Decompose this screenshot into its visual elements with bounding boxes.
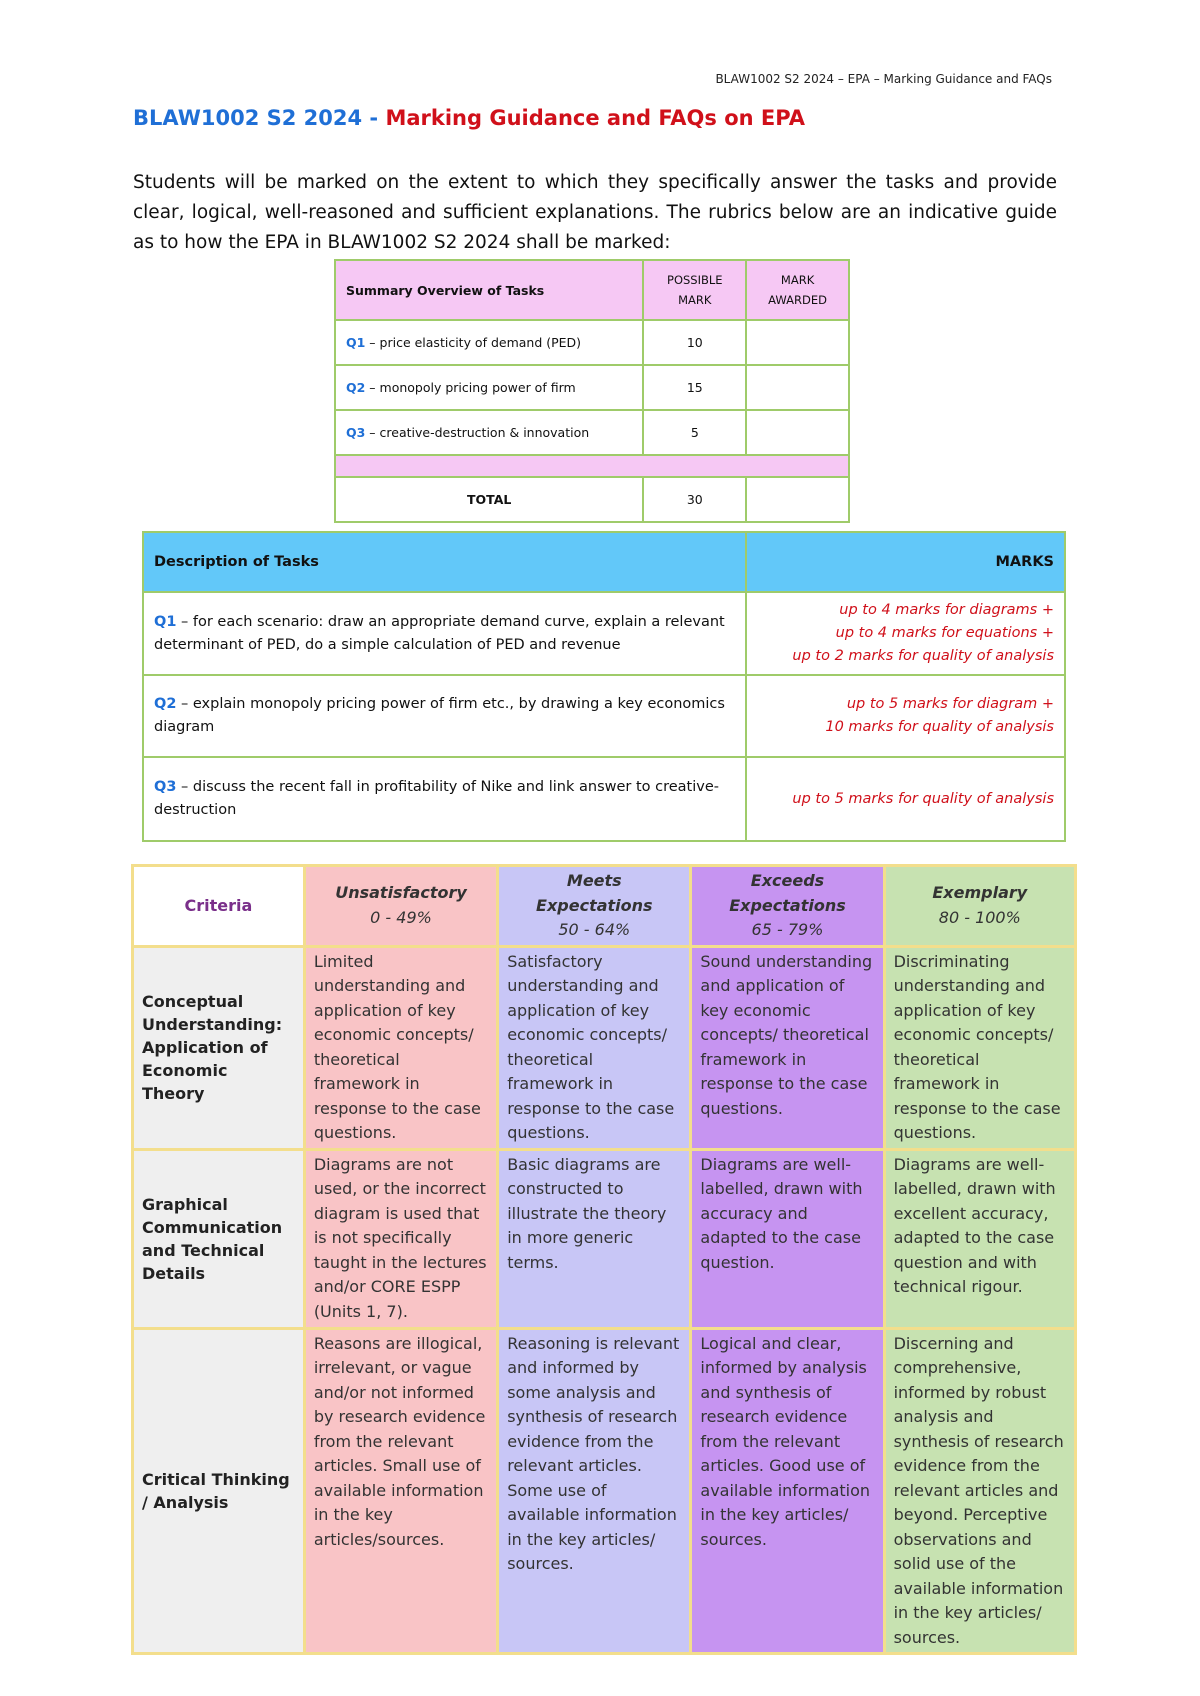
- marks-line: up to 5 marks for diagram +: [846, 696, 1054, 712]
- total-label: TOTAL: [335, 477, 643, 522]
- level-range: 65 - 79%: [751, 920, 824, 939]
- running-header: BLAW1002 S2 2024 – EPA – Marking Guidance and FAQs: [715, 72, 1052, 86]
- spacer-cell: [335, 455, 849, 477]
- level-range: 0 - 49%: [370, 907, 432, 927]
- rubric-cell: Logical and clear, informed by analysis and synthesis of research evidence from the relevant articles. Good use of available information in the key articles/ sources.: [691, 1328, 884, 1654]
- total-mark: 30: [643, 477, 746, 522]
- task-text: – for each scenario: draw an appropriate demand curve, explain a relevant determinant of PED, do a simple calculation of PED and revenue: [154, 613, 725, 653]
- rubric-table: [131, 864, 1077, 1655]
- rubric-header-row: [133, 866, 1076, 947]
- mark-awarded-heading: MARK AWARDED: [746, 260, 849, 320]
- rubric-cell: Discriminating understanding and application of key economic concepts/ theoretical framework in response to the case questions.: [884, 946, 1075, 1149]
- task-description: [143, 757, 746, 841]
- marks-allocation: [746, 757, 1065, 841]
- rubric-cell: Reasoning is relevant and informed by some analysis and synthesis of research evidence from the relevant articles. Some use of available information in the key articles/ sources.: [498, 1328, 691, 1654]
- summary-header-row: [335, 260, 849, 320]
- rubric-cell: Diagrams are not used, or the incorrect diagram is used that is not specifically taught in the lectures and/or CORE ESPP (Units 1, 7).: [304, 1149, 497, 1328]
- table-row: [335, 410, 849, 455]
- spacer-row: [335, 455, 849, 477]
- task-text: – price elasticity of demand (PED): [365, 335, 582, 350]
- mark-awarded: [746, 320, 849, 365]
- rubric-cell: Basic diagrams are constructed to illustrate the theory in more generic terms.: [498, 1149, 691, 1328]
- mark-awarded: [746, 410, 849, 455]
- level-meets: [498, 866, 691, 947]
- intro-paragraph: Students will be marked on the extent to which they specifically answer the tasks and provide clear, logical, well-reasoned and sufficient explanations. The rubrics below are an indicative guide as to how the EPA in BLAW1002 S2 2024 shall be marked:: [133, 172, 1057, 253]
- level-exceeds: [691, 866, 884, 947]
- level-name: Meets Expectations: [536, 871, 653, 915]
- rubric-cell: Diagrams are well-labelled, drawn with excellent accuracy, adapted to the case question and with technical rigour.: [884, 1149, 1075, 1328]
- marks-line: up to 4 marks for equations +: [835, 625, 1054, 641]
- level-name: Exemplary: [932, 883, 1028, 903]
- criterion-label: Conceptual Understanding: Application of Economic Theory: [133, 946, 305, 1149]
- table-row: [133, 1328, 1076, 1654]
- description-heading: Description of Tasks: [143, 532, 746, 592]
- table-row: [335, 320, 849, 365]
- possible-mark: 10: [643, 320, 746, 365]
- question-number: Q3: [346, 425, 366, 440]
- rubric-cell: Limited understanding and application of key economic concepts/ theoretical framework in response to the case questions.: [304, 946, 497, 1149]
- marks-line: 10 marks for quality of analysis: [825, 719, 1054, 735]
- table-row: [143, 592, 1065, 675]
- marks-allocation: [746, 592, 1065, 675]
- total-row: [335, 477, 849, 522]
- summary-table: [334, 259, 850, 523]
- criteria-heading: Criteria: [133, 866, 305, 947]
- table-row: [143, 757, 1065, 841]
- task-description: [143, 592, 746, 675]
- question-number: Q1: [346, 335, 366, 350]
- mark-awarded: [746, 365, 849, 410]
- marks-heading: MARKS: [746, 532, 1065, 592]
- marks-line: up to 4 marks for diagrams +: [839, 602, 1054, 618]
- description-header-row: [143, 532, 1065, 592]
- possible-mark-heading: POSSIBLE MARK: [643, 260, 746, 320]
- question-number: Q2: [154, 696, 177, 712]
- course-code: BLAW1002 S2 2024: [133, 106, 363, 130]
- question-number: Q2: [346, 380, 366, 395]
- total-awarded: [746, 477, 849, 522]
- table-row: [335, 365, 849, 410]
- rubric-cell: Sound understanding and application of key economic concepts/ theoretical framework in response to the case questions.: [691, 946, 884, 1149]
- table-row: [133, 1149, 1076, 1328]
- level-range: 50 - 64%: [558, 920, 631, 939]
- table-row: [143, 675, 1065, 757]
- criterion-label: Graphical Communication and Technical Details: [133, 1149, 305, 1328]
- question-number: Q1: [154, 613, 177, 630]
- criterion-label: Critical Thinking / Analysis: [133, 1328, 305, 1654]
- task-text: – explain monopoly pricing power of firm etc., by drawing a key economics diagram: [154, 696, 725, 735]
- description-table: [142, 531, 1066, 842]
- task-label: [335, 320, 643, 365]
- table-row: [133, 946, 1076, 1149]
- marks-allocation: [746, 675, 1065, 757]
- task-label: [335, 410, 643, 455]
- level-name: Exceeds Expectations: [729, 871, 846, 915]
- level-unsatisfactory: [304, 866, 497, 947]
- task-description: [143, 675, 746, 757]
- title-text: Marking Guidance and FAQs on EPA: [385, 106, 805, 130]
- possible-mark: 15: [643, 365, 746, 410]
- level-range: 80 - 100%: [938, 907, 1021, 927]
- rubric-cell: Reasons are illogical, irrelevant, or vague and/or not informed by research evidence from the relevant articles. Small use of available information in the key articles/sources.: [304, 1328, 497, 1654]
- rubric-cell: Satisfactory understanding and application of key economic concepts/ theoretical framework in response to the case questions.: [498, 946, 691, 1149]
- task-text: – creative-destruction & innovation: [365, 425, 590, 440]
- rubric-cell: Diagrams are well-labelled, drawn with accuracy and adapted to the case question.: [691, 1149, 884, 1328]
- task-text: – discuss the recent fall in profitability of Nike and link answer to creative-destruction: [154, 779, 720, 818]
- possible-mark: 5: [643, 410, 746, 455]
- summary-heading: Summary Overview of Tasks: [335, 260, 643, 320]
- question-number: Q3: [154, 779, 177, 795]
- marks-line: up to 2 marks for quality of analysis: [792, 648, 1054, 664]
- level-exemplary: [884, 866, 1075, 947]
- task-text: – monopoly pricing power of firm: [365, 380, 576, 395]
- rubric-cell: Discerning and comprehensive, informed by robust analysis and synthesis of research evidence from the relevant articles and beyond. Perceptive observations and solid use of the available information in the key articles/ sources.: [884, 1328, 1075, 1654]
- title-separator: -: [362, 106, 386, 130]
- marks-line: up to 5 marks for quality of analysis: [792, 790, 1054, 807]
- level-name: Unsatisfactory: [335, 883, 467, 903]
- task-label: [335, 365, 643, 410]
- document-title: [133, 106, 805, 130]
